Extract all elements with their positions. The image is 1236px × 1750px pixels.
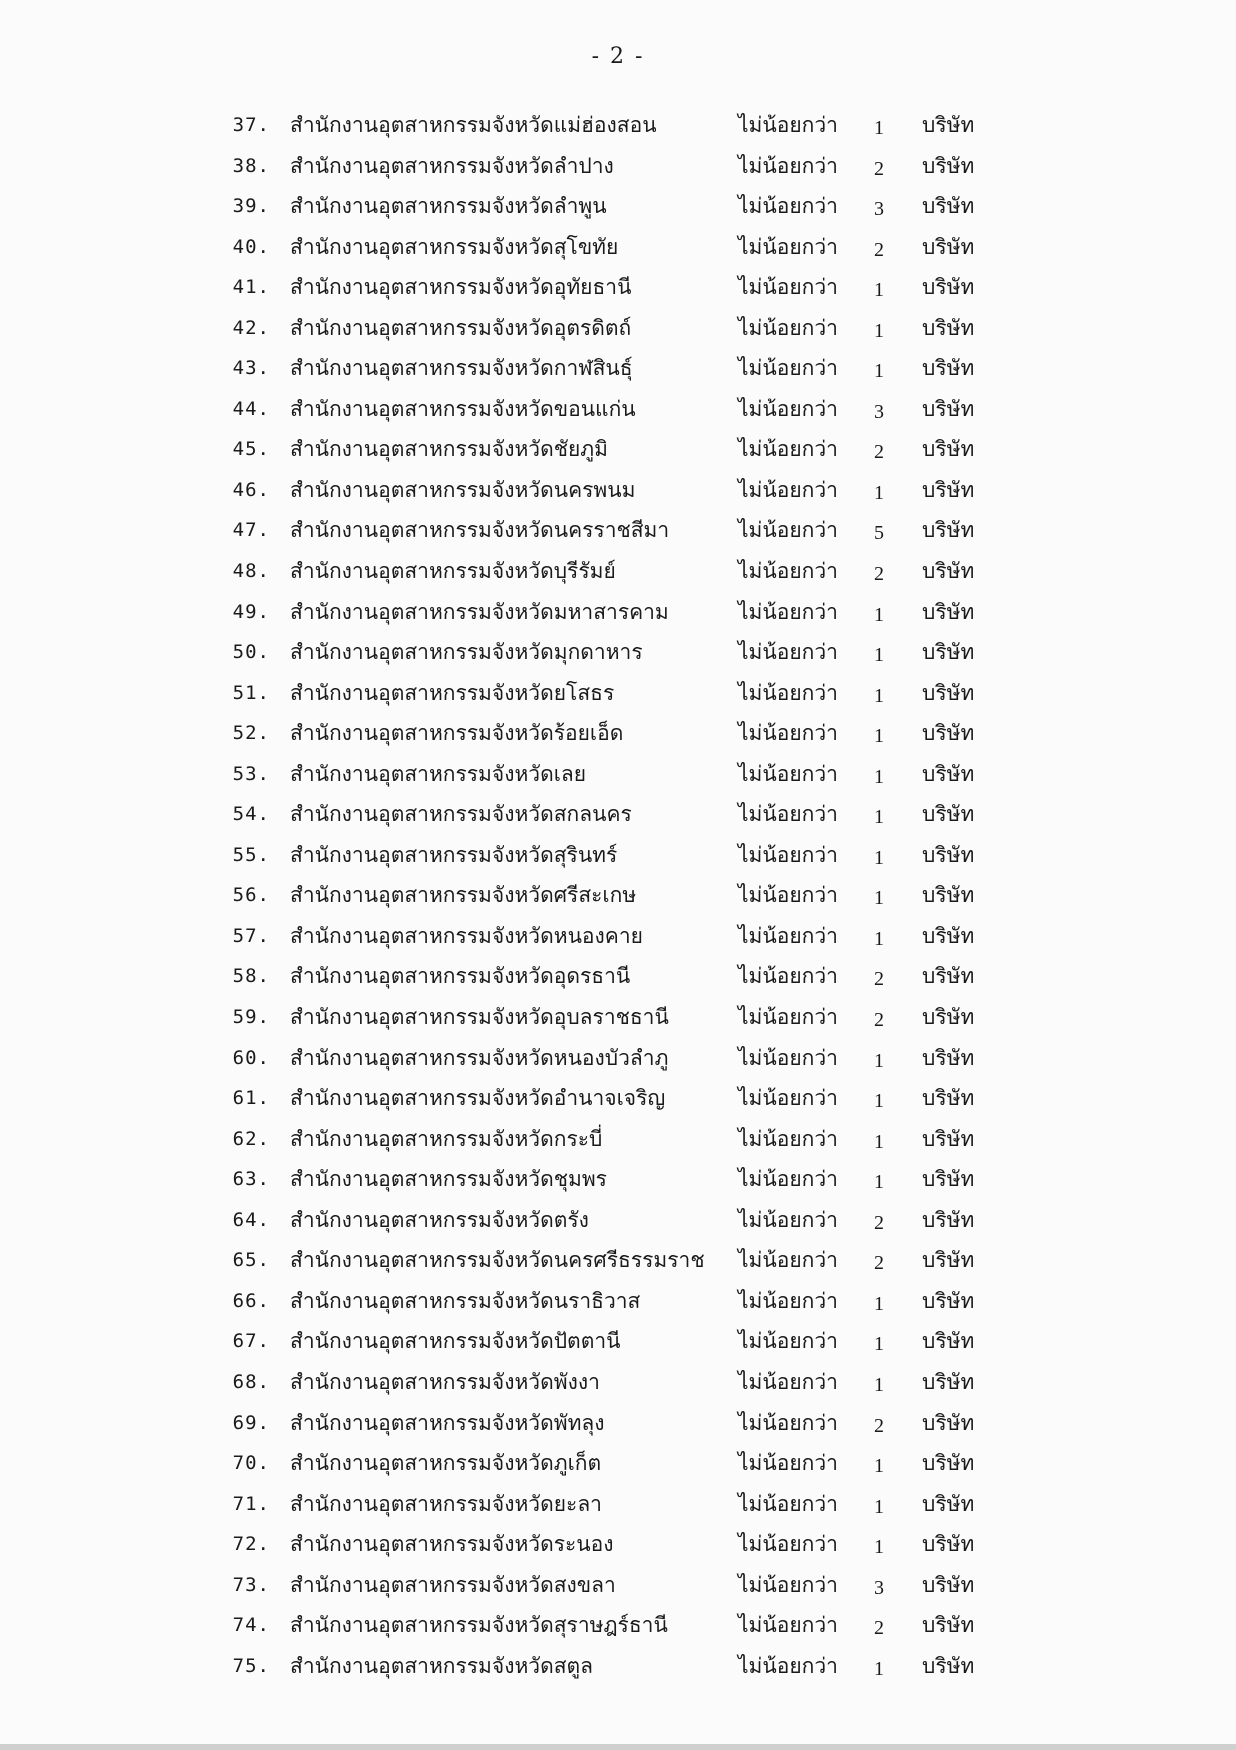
unit-text: บริษัท (922, 1491, 975, 1516)
office-name: สำนักงานอุตสาหกรรมจังหวัดศรีสะเกษ (290, 883, 637, 908)
item-number: 44. (232, 397, 270, 420)
item-number: 60. (232, 1046, 270, 1069)
item-number: 73. (232, 1573, 270, 1596)
qualifier-text: ไม่น้อยกว่า (738, 113, 838, 137)
item-number: 49. (232, 600, 270, 623)
list-item (0, 673, 1236, 714)
office-name: สำนักงานอุตสาหกรรมจังหวัดเลย (290, 761, 587, 786)
office-name: สำนักงานอุตสาหกรรมจังหวัดกาฬสินธุ์ (290, 356, 633, 381)
office-name: สำนักงานอุตสาหกรรมจังหวัดมหาสารคาม (290, 599, 669, 624)
company-count: 2 (874, 1617, 884, 1640)
list-item (0, 146, 1236, 187)
office-name: สำนักงานอุตสาหกรรมจังหวัดนครศรีธรรมราช (290, 1248, 705, 1273)
qualifier-text: ไม่น้อยกว่า (738, 1653, 838, 1678)
office-name: สำนักงานอุตสาหกรรมจังหวัดลำปาง (290, 153, 614, 178)
company-count: 2 (874, 563, 884, 586)
unit-text: บริษัท (922, 1532, 975, 1557)
company-count: 1 (874, 603, 884, 626)
list-item (0, 592, 1236, 633)
office-name: สำนักงานอุตสาหกรรมจังหวัดสกลนคร (290, 802, 632, 827)
unit-text: บริษัท (922, 842, 975, 867)
list-item (0, 1646, 1236, 1687)
qualifier-text: ไม่น้อยกว่า (738, 802, 838, 827)
office-name: สำนักงานอุตสาหกรรมจังหวัดชัยภูมิ (290, 437, 608, 462)
qualifier-text: ไม่น้อยกว่า (738, 1126, 838, 1151)
unit-text: บริษัท (922, 1653, 975, 1678)
qualifier-text: ไม่น้อยกว่า (738, 923, 838, 948)
unit-text: บริษัท (922, 1045, 975, 1070)
list-item (0, 1200, 1236, 1241)
office-name: สำนักงานอุตสาหกรรมจังหวัดอุดรธานี (290, 964, 631, 989)
list-item (0, 1281, 1236, 1322)
item-number: 74. (232, 1614, 270, 1637)
company-count: 5 (874, 522, 884, 545)
company-count: 1 (874, 887, 884, 910)
company-count: 1 (874, 117, 884, 139)
office-name: สำนักงานอุตสาหกรรมจังหวัดพัทลุง (290, 1410, 605, 1435)
office-name: สำนักงานอุตสาหกรรมจังหวัดสุราษฎร์ธานี (290, 1613, 668, 1638)
office-name: สำนักงานอุตสาหกรรมจังหวัดภูเก็ต (290, 1451, 602, 1476)
list-item (0, 1565, 1236, 1606)
company-count: 2 (874, 1009, 884, 1032)
qualifier-text: ไม่น้อยกว่า (738, 883, 838, 908)
office-name: สำนักงานอุตสาหกรรมจังหวัดนครพนม (290, 477, 636, 502)
company-count: 2 (874, 1252, 884, 1275)
unit-text: บริษัท (922, 964, 975, 989)
unit-text: บริษัท (922, 1005, 975, 1030)
company-count: 1 (874, 1536, 884, 1559)
list-item (0, 1321, 1236, 1362)
unit-text: บริษัท (922, 234, 975, 259)
qualifier-text: ไม่น้อยกว่า (738, 721, 838, 746)
unit-text: บริษัท (922, 1369, 975, 1394)
list-item (0, 1038, 1236, 1079)
company-count: 1 (874, 644, 884, 667)
item-number: 56. (232, 884, 270, 907)
item-number: 55. (232, 843, 270, 866)
list-item (0, 754, 1236, 795)
office-name: สำนักงานอุตสาหกรรมจังหวัดหนองคาย (290, 923, 643, 948)
office-name: สำนักงานอุตสาหกรรมจังหวัดสตูล (290, 1653, 594, 1678)
office-name: สำนักงานอุตสาหกรรมจังหวัดปัตตานี (290, 1329, 621, 1354)
item-number: 57. (232, 924, 270, 947)
company-count: 2 (874, 1414, 884, 1437)
list-item (0, 1443, 1236, 1484)
list-item (0, 713, 1236, 754)
unit-text: บริษัท (922, 559, 975, 584)
company-count: 1 (874, 481, 884, 504)
company-count: 3 (874, 400, 884, 423)
qualifier-text: ไม่น้อยกว่า (738, 761, 838, 786)
item-number: 59. (232, 1006, 270, 1029)
office-name: สำนักงานอุตสาหกรรมจังหวัดอำนาจเจริญ (290, 1086, 666, 1111)
qualifier-text: ไม่น้อยกว่า (738, 396, 838, 421)
unit-text: บริษัท (922, 194, 975, 219)
list-item (0, 835, 1236, 876)
qualifier-text: ไม่น้อยกว่า (738, 356, 838, 381)
item-number: 63. (232, 1168, 270, 1191)
unit-text: บริษัท (922, 477, 975, 502)
qualifier-text: ไม่น้อยกว่า (738, 964, 838, 989)
list-item (0, 389, 1236, 430)
company-count: 1 (874, 1333, 884, 1356)
item-number: 40. (232, 235, 270, 258)
unit-text: บริษัท (922, 1248, 975, 1273)
company-count: 1 (874, 319, 884, 342)
office-name: สำนักงานอุตสาหกรรมจังหวัดสงขลา (290, 1572, 616, 1597)
qualifier-text: ไม่น้อยกว่า (738, 842, 838, 867)
qualifier-text: ไม่น้อยกว่า (738, 1491, 838, 1516)
unit-text: บริษัท (922, 1288, 975, 1313)
item-number: 67. (232, 1330, 270, 1353)
list-item (0, 1240, 1236, 1281)
company-count: 1 (874, 1292, 884, 1315)
item-number: 39. (232, 195, 270, 218)
company-count: 2 (874, 1211, 884, 1234)
list-item (0, 227, 1236, 268)
item-number: 46. (232, 478, 270, 501)
list-item (0, 956, 1236, 997)
office-name: สำนักงานอุตสาหกรรมจังหวัดกระบี่ (290, 1126, 603, 1151)
item-number: 71. (232, 1492, 270, 1515)
item-number: 54. (232, 803, 270, 826)
office-name: สำนักงานอุตสาหกรรมจังหวัดนราธิวาส (290, 1288, 641, 1313)
qualifier-text: ไม่น้อยกว่า (738, 1532, 838, 1557)
unit-text: บริษัท (922, 437, 975, 462)
unit-text: บริษัท (922, 1410, 975, 1435)
office-name: สำนักงานอุตสาหกรรมจังหวัดขอนแก่น (290, 396, 636, 421)
qualifier-text: ไม่น้อยกว่า (738, 1288, 838, 1313)
list-item (0, 470, 1236, 511)
qualifier-text: ไม่น้อยกว่า (738, 234, 838, 259)
office-name: สำนักงานอุตสาหกรรมจังหวัดสุโขทัย (290, 234, 619, 259)
company-count: 3 (874, 198, 884, 221)
qualifier-text: ไม่น้อยกว่า (738, 1410, 838, 1435)
unit-text: บริษัท (922, 721, 975, 746)
office-name: สำนักงานอุตสาหกรรมจังหวัดพังงา (290, 1369, 600, 1394)
qualifier-text: ไม่น้อยกว่า (738, 1248, 838, 1273)
company-count: 1 (874, 360, 884, 383)
item-number: 72. (232, 1533, 270, 1556)
office-name: สำนักงานอุตสาหกรรมจังหวัดอุตรดิตถ์ (290, 315, 632, 340)
qualifier-text: ไม่น้อยกว่า (738, 599, 838, 624)
unit-text: บริษัท (922, 802, 975, 827)
unit-text: บริษัท (922, 1086, 975, 1111)
company-count: 1 (874, 725, 884, 748)
unit-text: บริษัท (922, 640, 975, 665)
qualifier-text: ไม่น้อยกว่า (738, 275, 838, 300)
qualifier-text: ไม่น้อยกว่า (738, 1045, 838, 1070)
office-name: สำนักงานอุตสาหกรรมจังหวัดระนอง (290, 1532, 614, 1557)
company-count: 2 (874, 968, 884, 991)
list-item (0, 1605, 1236, 1646)
unit-text: บริษัท (922, 113, 975, 137)
unit-text: บริษัท (922, 761, 975, 786)
list-item (0, 267, 1236, 308)
item-number: 58. (232, 965, 270, 988)
company-count: 1 (874, 846, 884, 869)
list-item (0, 1078, 1236, 1119)
unit-text: บริษัท (922, 1451, 975, 1476)
list-item (0, 105, 1236, 146)
item-number: 51. (232, 681, 270, 704)
scan-edge (0, 1744, 1236, 1750)
qualifier-text: ไม่น้อยกว่า (738, 1369, 838, 1394)
item-number: 70. (232, 1452, 270, 1475)
item-number: 43. (232, 357, 270, 380)
unit-text: บริษัท (922, 1167, 975, 1192)
office-name: สำนักงานอุตสาหกรรมจังหวัดตรัง (290, 1207, 589, 1232)
list-item (0, 916, 1236, 957)
company-count: 2 (874, 441, 884, 464)
company-count: 1 (874, 1049, 884, 1072)
list-item (0, 551, 1236, 592)
company-count: 1 (874, 1495, 884, 1518)
unit-text: บริษัท (922, 1613, 975, 1638)
unit-text: บริษัท (922, 1207, 975, 1232)
office-name: สำนักงานอุตสาหกรรมจังหวัดชุมพร (290, 1167, 607, 1192)
company-count: 2 (874, 157, 884, 180)
item-number: 45. (232, 438, 270, 461)
company-count: 1 (874, 279, 884, 302)
office-name: สำนักงานอุตสาหกรรมจังหวัดลำพูน (290, 194, 607, 219)
item-number: 61. (232, 1087, 270, 1110)
company-count: 3 (874, 1576, 884, 1599)
office-name: สำนักงานอุตสาหกรรมจังหวัดนครราชสีมา (290, 518, 670, 543)
office-name: สำนักงานอุตสาหกรรมจังหวัดยะลา (290, 1491, 602, 1516)
qualifier-text: ไม่น้อยกว่า (738, 1167, 838, 1192)
qualifier-text: ไม่น้อยกว่า (738, 680, 838, 705)
company-count: 1 (874, 927, 884, 950)
list-item (0, 1484, 1236, 1525)
unit-text: บริษัท (922, 315, 975, 340)
company-count: 1 (874, 1171, 884, 1194)
office-list (0, 105, 1236, 1686)
company-count: 1 (874, 1455, 884, 1478)
unit-text: บริษัท (922, 599, 975, 624)
qualifier-text: ไม่น้อยกว่า (738, 153, 838, 178)
list-item (0, 1119, 1236, 1160)
office-name: สำนักงานอุตสาหกรรมจังหวัดบุรีรัมย์ (290, 559, 616, 584)
qualifier-text: ไม่น้อยกว่า (738, 1613, 838, 1638)
item-number: 65. (232, 1249, 270, 1272)
office-name: สำนักงานอุตสาหกรรมจังหวัดหนองบัวลำภู (290, 1045, 669, 1070)
qualifier-text: ไม่น้อยกว่า (738, 477, 838, 502)
list-item (0, 1362, 1236, 1403)
company-count: 1 (874, 765, 884, 788)
unit-text: บริษัท (922, 153, 975, 178)
office-name: สำนักงานอุตสาหกรรมจังหวัดแม่ฮ่องสอน (290, 113, 657, 137)
office-name: สำนักงานอุตสาหกรรมจังหวัดสุรินทร์ (290, 842, 618, 867)
item-number: 64. (232, 1208, 270, 1231)
qualifier-text: ไม่น้อยกว่า (738, 194, 838, 219)
list-item (0, 308, 1236, 349)
qualifier-text: ไม่น้อยกว่า (738, 640, 838, 665)
unit-text: บริษัท (922, 275, 975, 300)
qualifier-text: ไม่น้อยกว่า (738, 559, 838, 584)
item-number: 52. (232, 722, 270, 745)
list-item (0, 186, 1236, 227)
item-number: 38. (232, 154, 270, 177)
item-number: 37. (232, 114, 270, 136)
qualifier-text: ไม่น้อยกว่า (738, 518, 838, 543)
item-number: 68. (232, 1370, 270, 1393)
unit-text: บริษัท (922, 1329, 975, 1354)
company-count: 1 (874, 806, 884, 829)
qualifier-text: ไม่น้อยกว่า (738, 1329, 838, 1354)
unit-text: บริษัท (922, 883, 975, 908)
item-number: 47. (232, 519, 270, 542)
unit-text: บริษัท (922, 680, 975, 705)
unit-text: บริษัท (922, 923, 975, 948)
qualifier-text: ไม่น้อยกว่า (738, 1572, 838, 1597)
office-name: สำนักงานอุตสาหกรรมจังหวัดยโสธร (290, 680, 615, 705)
office-name: สำนักงานอุตสาหกรรมจังหวัดอุบลราชธานี (290, 1005, 669, 1030)
list-item (0, 510, 1236, 551)
list-item (0, 429, 1236, 470)
unit-text: บริษัท (922, 1126, 975, 1151)
item-number: 53. (232, 762, 270, 785)
qualifier-text: ไม่น้อยกว่า (738, 437, 838, 462)
qualifier-text: ไม่น้อยกว่า (738, 1451, 838, 1476)
item-number: 62. (232, 1127, 270, 1150)
page-number: - 2 - (591, 44, 645, 69)
list-item (0, 632, 1236, 673)
list-item (0, 794, 1236, 835)
company-count: 1 (874, 1130, 884, 1153)
company-count: 1 (874, 1090, 884, 1113)
item-number: 75. (232, 1654, 270, 1677)
office-name: สำนักงานอุตสาหกรรมจังหวัดมุกดาหาร (290, 640, 643, 665)
list-item (0, 1403, 1236, 1444)
item-number: 69. (232, 1411, 270, 1434)
list-item (0, 1524, 1236, 1565)
item-number: 41. (232, 276, 270, 299)
list-item (0, 348, 1236, 389)
list-item (0, 1159, 1236, 1200)
unit-text: บริษัท (922, 396, 975, 421)
item-number: 66. (232, 1289, 270, 1312)
qualifier-text: ไม่น้อยกว่า (738, 1005, 838, 1030)
company-count: 1 (874, 1373, 884, 1396)
company-count: 2 (874, 238, 884, 261)
list-item (0, 997, 1236, 1038)
unit-text: บริษัท (922, 518, 975, 543)
company-count: 1 (874, 1657, 884, 1680)
list-item (0, 875, 1236, 916)
item-number: 42. (232, 316, 270, 339)
company-count: 1 (874, 684, 884, 707)
unit-text: บริษัท (922, 356, 975, 381)
office-name: สำนักงานอุตสาหกรรมจังหวัดอุทัยธานี (290, 275, 632, 300)
qualifier-text: ไม่น้อยกว่า (738, 1207, 838, 1232)
qualifier-text: ไม่น้อยกว่า (738, 1086, 838, 1111)
office-name: สำนักงานอุตสาหกรรมจังหวัดร้อยเอ็ด (290, 721, 624, 746)
qualifier-text: ไม่น้อยกว่า (738, 315, 838, 340)
unit-text: บริษัท (922, 1572, 975, 1597)
item-number: 48. (232, 560, 270, 583)
item-number: 50. (232, 641, 270, 664)
